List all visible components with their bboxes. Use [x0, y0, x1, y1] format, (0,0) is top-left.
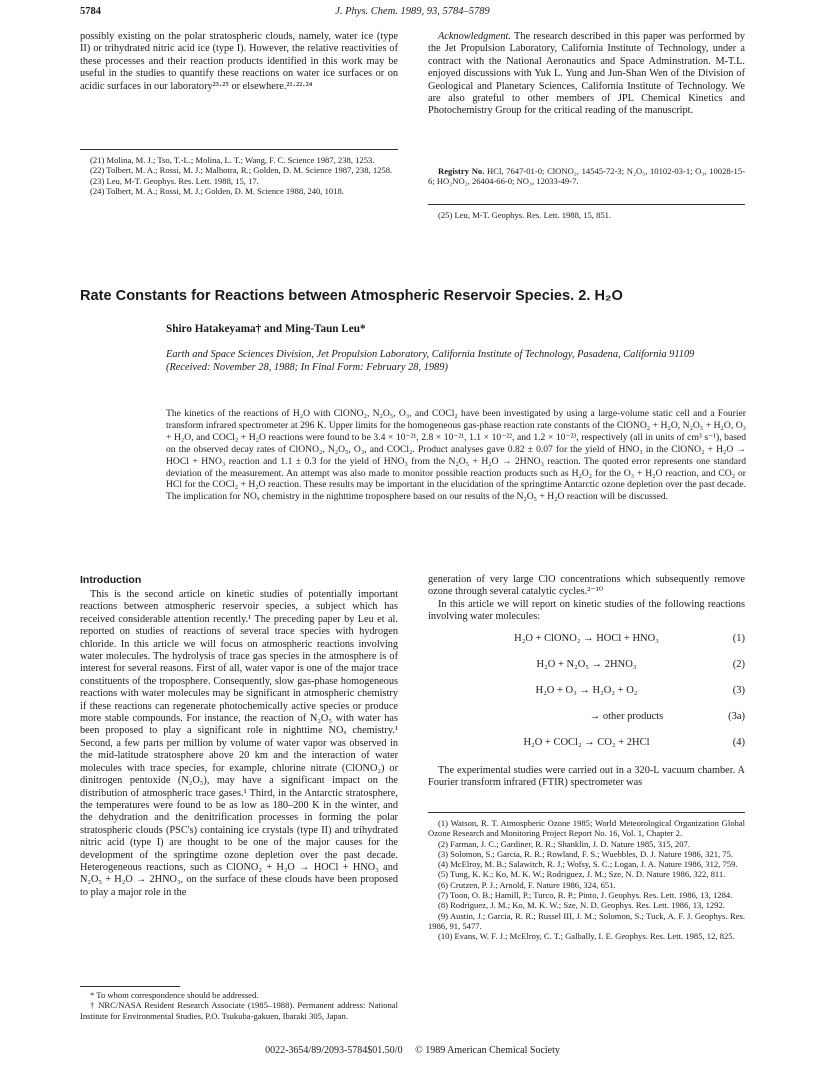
reference: (21) Molina, M. J.; Tso, T.-L.; Molina, L. T.; Wang, F. C. Science 1987, 238, 1253. — [90, 155, 375, 165]
registry-text: HCl, 7647-01-0; ClONO₂, 14545-72-3; N₂O₅, 10102-03-1; O₃, 10028-15-6; HO₂NO₂, 26404-66-0; NO₃, 12033-49-7. — [428, 166, 746, 187]
author-note: † NRC/NASA Resident Research Associate (1985–1988). Permanent address: National Institute for Environmental Studies, P.O. Tsukuba-gakuen, Ibaraki 305, Japan. — [80, 1000, 398, 1021]
reference: (1) Watson, R. T. Atmospheric Ozone 1985; World Meteorological Organization Global Ozone Research and Monitoring Project Report No. 16, Vol. 1, Chapter 2. — [428, 818, 745, 839]
intro-right-column — [428, 574, 745, 624]
article-title: Rate Constants for Reactions between Atmospheric Reservoir Species. 2. H₂O — [80, 288, 623, 304]
intro-paragraph: generation of very large ClO concentrations which subsequently remove ozone through several catalytic cycles.²⁻¹⁰ — [428, 574, 745, 598]
article-abstract: The kinetics of the reactions of H₂O with ClONO₂, N₂O₅, O₃, and COCl₂ have been investigated by using a large-volume static cell and a Fourier transform infrared spectrometer at 296 K. Upper limits for the homogeneous gas-phase reaction rate constants of the ClONO₂ + H₂O, N₂O₅ + H₂O, O₃ + H₂O, and COCl₂ + H₂O reactions were found to be 3.4 × 10⁻²¹, 2.8 × 10⁻²¹, 1.1 × 10⁻²², and 1.2 × 10⁻²³, respectively (all in units of cm³ s⁻¹), based on the observed decay rates of ClONO₂, N₂O₅, O₃, and COCl₂. Product analyses gave 0.82 ± 0.07 for the yield of HNO₃ in the ClONO₂ + H₂O → HOCl + HNO₃ reaction and 1.1 ± 0.3 for the yield of HNO₃ from the N₂O₅ + H₂O → 2HNO₃ reaction. The quoted error represents one standard deviation of the measurement. An attempt was also made to monitor possible reaction products such as H₂O₂ for the O₃ + H₂O reaction, and CO₂ or HCl for the COCl₂ + H₂O reaction. These results may be important in the elucidation of the springtime Antarctic ozone depletion over the past decade. The implication for NOₓ chemistry in the nighttime troposphere based on our results of the N₂O₅ + H₂O reaction will be discussed. — [166, 408, 746, 503]
equation-expression: H₂O + O₃ → H₂O₂ + O₂ — [535, 685, 638, 696]
intro-paragraph: In this article we will report on kinetic studies of the following reactions involving water molecules: — [428, 598, 745, 623]
footer-code: 0022-3654/89/2093-5784$01.50/0 — [265, 1045, 403, 1056]
equation-number: (3) — [732, 685, 745, 696]
running-header — [80, 6, 745, 26]
equation — [428, 633, 745, 655]
section-heading: Introduction — [80, 574, 142, 586]
reference-list — [428, 818, 745, 942]
reference: (4) McElroy, M. B.; Salawitch, R. J.; Wofsy, S. C.; Logan, J. A. Nature 1986, 312, 759. — [438, 859, 738, 870]
article-authors: Shiro Hatakeyama† and Ming-Taun Leu* — [166, 323, 366, 335]
article-affiliation: Earth and Space Sciences Division, Jet Propulsion Laboratory, California Institute of Technology, Pasadena, California 91109 (Received: November 28, 1988; In Final Form: February 28, 1989) — [166, 349, 695, 373]
reference: (7) Toon, O. B.; Hamill, P.; Turco, R. P.; Pinto, J. Geophys. Res. Lett. 1986, 13, 1284. — [438, 890, 733, 901]
registry-label: Registry No. — [438, 166, 485, 176]
equation-expression: H₂O + N₂O₅ → 2HNO₃ — [536, 659, 637, 670]
equation-number: (4) — [732, 737, 745, 748]
intro-right-continuation — [428, 765, 745, 790]
reference: (22) Tolbert, M. A.; Rossi, M. J.; Malhotra, R.; Golden, D. M. Science 1987, 238, 1258. — [90, 165, 393, 176]
reference: (3) Solomon, S.; Garcia, R. R.; Rowland, F. S.; Wuebbles, D. J. Nature 1986, 321, 75. — [438, 848, 734, 859]
introduction-text — [80, 589, 398, 899]
reference: (6) Crutzen, P. J.; Arnold, F. Nature 1986, 324, 651. — [438, 879, 616, 890]
prev-article-left-text — [80, 31, 398, 93]
registry-section — [428, 166, 745, 187]
equation-number: (3a) — [728, 711, 745, 722]
divider — [428, 204, 745, 205]
intro-paragraph: This is the second article on kinetic studies of potentially important reactions between atmospheric reservoir species, a subject which has received considerable attention recently.¹ The preceding paper by Leu et al. reported on studies of reactions of several trace species with hydrogen chloride. In this article we will focus on atmospheric reactions involving water molecules. The hydrolysis of trace gas species in the atmosphere is of interest for several reasons. First of all, water vapor is one of the major trace constituents of the troposphere. Consequently, slow gas-phase homogeneous reactions with water molecules may be significant in atmospheric chemistry if these reactions can regenerate photochemically active species or produce more stable compounds. For instance, the reaction of N₂O₅ with water has been proposed to play a significant role in nighttime NOₓ chemistry.¹ Second, a few parts per million by volume of water vapor was observed in the mid-latitude stratosphere above 20 km and the interaction of water molecules with trace species, for example, chlorine nitrate (ClONO₂) or dinitrogen pentoxide (N₂O₅), may have a significant impact on the distribution of atmospheric trace gases.¹ Third, in the Antarctic stratosphere, the temperatures were found to be as low as 180–200 K in the winter, and the dehydration and the denitrification processes in forming the polar stratospheric clouds (PSC's) containing ice crystals (type II) and trihydrated nitric acid (type I) are thought to be one of the major causes for the development of the springtime ozone depletion over the past decade. Heterogeneous reactions, such as ClONO₂ + H₂O → HOCl + HNO₃ and N₂O₅ + H₂O → 2HNO₃, on the surface of these clouds have been proposed to play a major role in the — [80, 589, 398, 898]
acknowledgment-section — [428, 31, 745, 118]
reference: (8) Rodriguez, J. M.; Ko, M. K. W.; Sze, N. D. Geophys. Res. Lett. 1986, 13, 1292. — [438, 900, 725, 911]
reference: (9) Austin, J.; Garcia, R. R.; Russel III, J. M.; Solomon, S.; Tuck, A. F. J. Geophys. Res. 1986, 91, 5477. — [428, 910, 745, 931]
prev-article-right-ref — [428, 210, 745, 220]
acknowledgment-text: The research described in this paper was performed by the Jet Propulsion Laboratory, California Institute of Technology, under a contract with the National Aeronautics and Space Adminstration. M-T.L. enjoyed discussions with Yuk L. Yung and Jun-Shan Wen of the Division of Geological and Planetary Sciences, California Institute of Technology. We are also grateful to other members of JPL Chemical Kinetics and Photochemistry Group for the critical reading of the manuscript. — [428, 31, 746, 117]
equation — [428, 685, 745, 707]
equation-expression: H₂O + ClONO₂ → HOCl + HNO₃ — [514, 633, 659, 644]
prev-article-paragraph: possibly existing on the polar stratospheric clouds, namely, water ice (type II) or trihydrated nitric acid ice (type I). However, the relative reactivities of these processes and their reaction products identified in this work may be useful in the studies to quantify these reactions on water ice surfaces or on acidic surfaces in our laboratory²³·²⁵ or elsewhere.²¹·²²·²⁴ — [80, 31, 398, 92]
page-footer — [80, 1045, 745, 1056]
equation — [428, 659, 745, 681]
reference: (24) Tolbert, M. A.; Rossi, M. J.; Golden, D. M. Science 1988, 240, 1018. — [90, 185, 344, 196]
reference: (25) Leu, M-T. Geophys. Res. Lett. 1988, 15, 851. — [438, 210, 612, 220]
equation — [428, 737, 745, 759]
reference: (10) Evans, W. F. J.; McElroy, C. T.; Galbally, I. E. Geophys. Res. Lett. 1985, 12, 825. — [438, 931, 735, 942]
equation-expression: H₂O + COCl₂ → CO₂ + 2HCl — [523, 737, 650, 748]
author-note: * To whom correspondence should be addressed. — [90, 990, 259, 1000]
acknowledgment-label: Acknowledgment. — [438, 31, 511, 42]
page-number: 5784 — [80, 6, 101, 17]
prev-article-left-refs — [80, 155, 398, 196]
divider — [428, 812, 745, 813]
equation-number: (1) — [732, 633, 745, 644]
equation-list — [428, 633, 745, 759]
intro-paragraph: The experimental studies were carried out in a 320-L vacuum chamber. A Fourier transform infrared (FTIR) spectrometer was — [428, 765, 745, 789]
reference: (2) Farman, J. C.; Gardiner, R. R.; Shanklin, J. D. Nature 1985, 315, 207. — [438, 838, 690, 849]
journal-citation: J. Phys. Chem. 1989, 93, 5784–5789 — [335, 6, 490, 17]
reference: (23) Leu, M-T. Geophys. Res. Lett. 1988, 15, 17. — [90, 175, 259, 186]
footer-copyright: © 1989 American Chemical Society — [415, 1045, 560, 1056]
author-notes — [80, 990, 398, 1021]
equation — [428, 711, 745, 733]
equation-expression: → other products — [589, 711, 664, 722]
divider — [80, 149, 398, 150]
footnote-divider — [80, 986, 180, 987]
equation-number: (2) — [732, 659, 745, 670]
reference: (5) Tung, K. K.; Ko, M. K. W.; Rodriguez, J. M.; Sze, N. D. Nature 1986, 322, 811. — [438, 869, 726, 880]
